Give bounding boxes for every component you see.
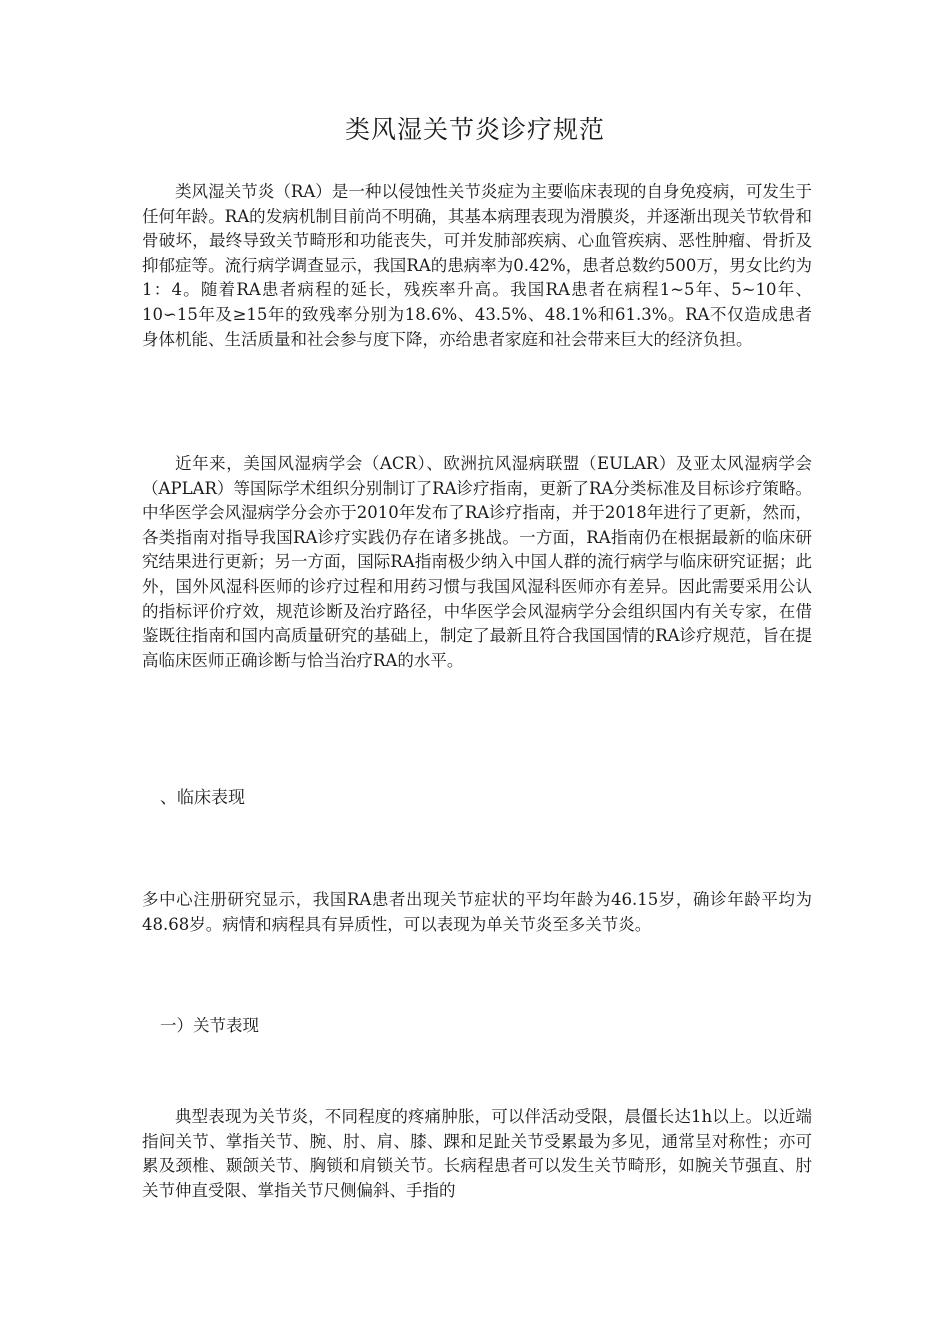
paragraph-intro: 类风湿关节炎（RA）是一种以侵蚀性关节炎症为主要临床表现的自身免疫病，可发生于任何年龄。RA的发病机制目前尚不明确，其基本病理表现为滑膜炎，并逐渐出现关节软骨和骨破坏，最终导致关节畸形和功能丧失，可并发肺部疾病、心血管疾病、恶性肿瘤、骨折及抑郁症等。流行病学调查显示，我国RA的患病率为0.42%，患者总数约500万，男女比约为1：4。随着RA患者病程的延长，残疾率升高。我国RA患者在病程1~5年、5~10年、10∽15年及≥15年的致残率分别为18.6%、43.5%、48.1%和61.3%。RA不仅造成患者身体机能、生活质量和社会参与度下降，亦给患者家庭和社会带来巨大的经济负担。 [142,182,812,349]
paragraph-joints: 典型表现为关节炎，不同程度的疼痛肿胀，可以伴活动受限，晨僵长达1h以上。以近端指间关节、掌指关节、腕、肘、肩、膝、踝和足趾关节受累最为多见，通常呈对称性；亦可累及颈椎、颞颌关节、胸锁和肩锁关节。长病程患者可以发生关节畸形，如腕关节强直、肘关节伸直受限、掌指关节尺侧偏斜、手指的 [142,1107,812,1200]
document-title: 类风湿关节炎诊疗规范 [344,115,605,144]
paragraph-guidelines: 近年来，美国风湿病学会（ACR）、欧洲抗风湿病联盟（EULAR）及亚太风湿病学会（APLAR）等国际学术组织分别制订了RA诊疗指南，更新了RA分类标准及目标诊疗策略。中华医学会风湿病学分会亦于2010年发布了RA诊疗指南，并于2018年进行了更新，然而，各类指南对指导我国RA诊疗实践仍存在诸多挑战。一方面，RA指南仍在根据最新的临床研究结果进行更新；另一方面，国际RA指南极少纳入中国人群的流行病学与临床研究证据；此外，国外风湿科医师的诊疗过程和用药习惯与我国风湿科医师亦有差异。因此需要采用公认的指标评价疗效，规范诊断及治疗路径，中华医学会风湿病学分会组织国内有关专家，在借鉴既往指南和国内高质量研究的基础上，制定了最新且符合我国国情的RA诊疗规范，旨在提高临床医师正确诊断与恰当治疗RA的水平。 [142,454,812,670]
section-heading-joints: 一）关节表现 [160,1016,259,1035]
section-heading-clinical: 、临床表现 [160,788,245,808]
paragraph-registry: 多中心注册研究显示，我国RA患者出现关节症状的平均年龄为46.15岁，确诊年龄平均为48.68岁。病情和病程具有异质性，可以表现为单关节炎至多关节炎。 [142,890,812,934]
